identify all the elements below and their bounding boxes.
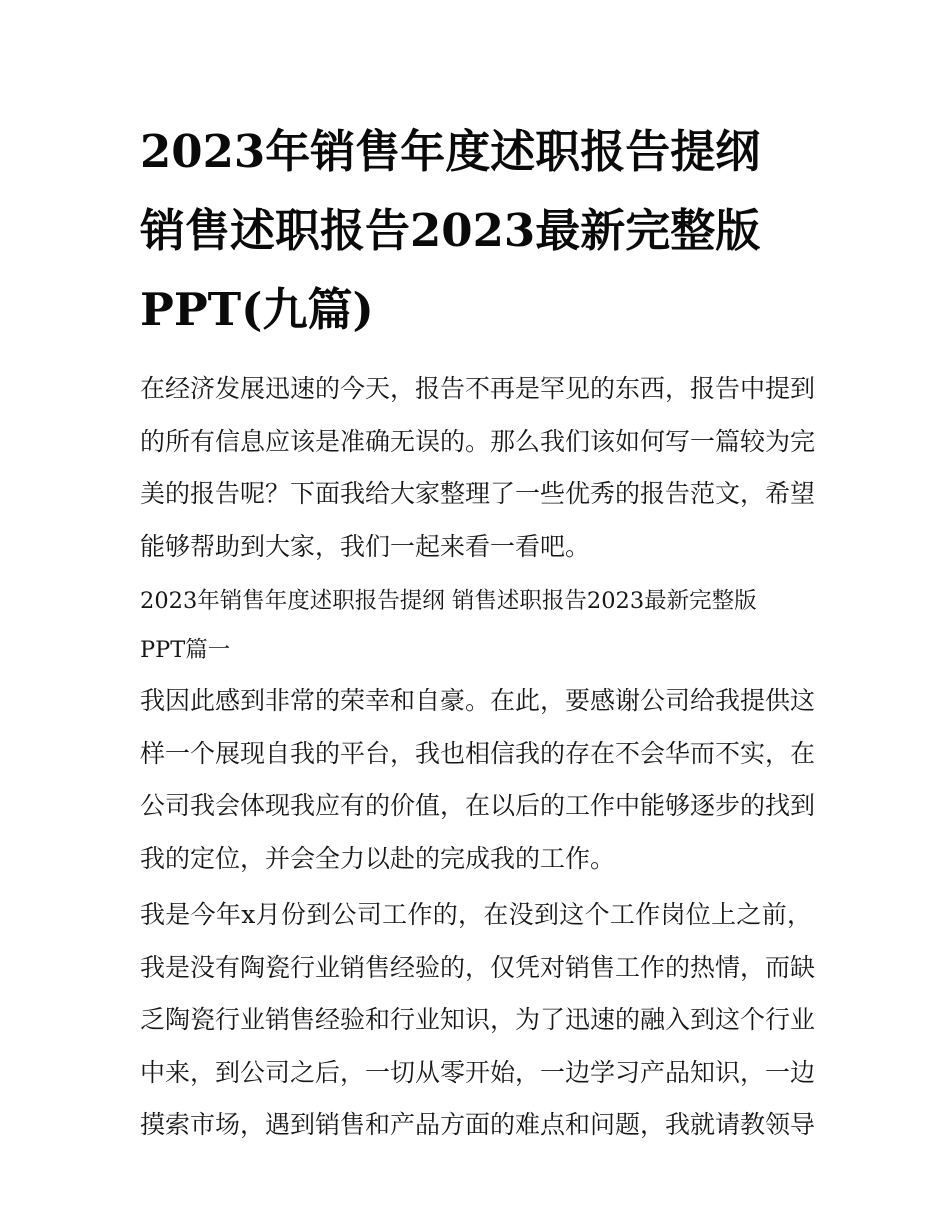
document-page (140, 112, 816, 1156)
paragraph-line: 我的定位，并会全力以赴的完成我的工作。 (140, 843, 616, 873)
paragraph-line: 乏陶瓷行业销售经验和行业知识，为了迅速的融入到这个行业 (140, 1005, 816, 1034)
title-line-1: 2023年销售年度述职报告提纲 (140, 125, 761, 178)
title-line-2: 销售述职报告2023最新完整版 (140, 204, 761, 257)
paragraph-line: 我因此感到非常的荣幸和自豪。在此，要感谢公司给我提供这 (140, 686, 816, 715)
intro-line: 在经济发展迅速的今天，报告不再是罕见的东西，报告中提到 (140, 374, 816, 403)
intro-paragraph (140, 363, 816, 573)
document-body (140, 363, 816, 1152)
title-line-3: PPT(九篇) (140, 283, 374, 336)
intro-line: 能够帮助到大家，我们一起来看一看吧。 (140, 531, 591, 561)
paragraph-line: 摸索市场，遇到销售和产品方面的难点和问题，我就请教领导 (140, 1110, 816, 1139)
document-title (140, 112, 812, 349)
intro-line: 美的报告呢？下面我给大家整理了一些优秀的报告范文，希望 (140, 479, 816, 508)
paragraph-line: 我是今年x月份到公司工作的，在没到这个工作岗位上之前， (140, 900, 812, 929)
paragraph-line: 公司我会体现我应有的价值，在以后的工作中能够逐步的找到 (140, 791, 816, 820)
section-heading-line: PPT篇一 (140, 637, 231, 663)
section-heading-line: 2023年销售年度述职报告提纲 销售述职报告2023最新完整版 (140, 588, 757, 614)
intro-line: 的所有信息应该是准确无误的。那么我们该如何写一篇较为完 (140, 426, 816, 456)
section-heading (140, 577, 812, 675)
paragraph-line: 我是没有陶瓷行业销售经验的，仅凭对销售工作的热情，而缺 (140, 952, 816, 982)
body-paragraph-1 (140, 675, 816, 885)
paragraph-line: 中来，到公司之后，一切从零开始，一边学习产品知识，一边 (140, 1057, 816, 1087)
paragraph-line: 样一个展现自我的平台，我也相信我的存在不会华而不实，在 (140, 738, 816, 768)
body-paragraph-2 (140, 889, 816, 1152)
